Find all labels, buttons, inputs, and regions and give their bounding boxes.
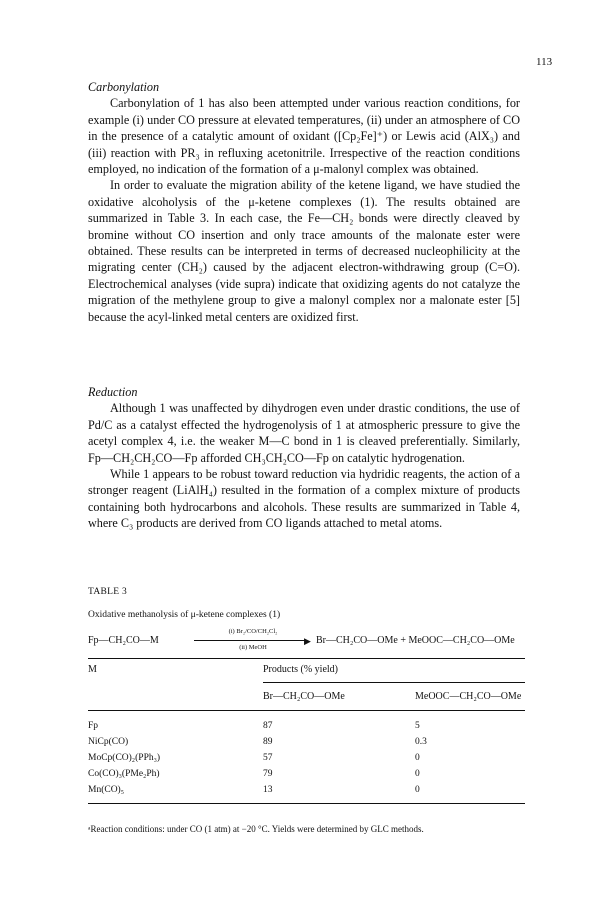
page-number: 113: [536, 56, 553, 68]
arrow-head-icon: ▶: [304, 636, 311, 646]
cell-p2: 0: [415, 785, 420, 795]
cell-p1: 89: [263, 737, 273, 747]
cell-m: Co(CO)₃(PMe₂Ph): [88, 769, 160, 779]
table-title: TABLE 3: [88, 587, 128, 597]
cell-m: NiCp(CO): [88, 737, 129, 747]
reduction-section: [88, 384, 520, 532]
cell-m: Fp: [88, 721, 99, 731]
reaction-products: Br—CH₂CO—OMe + MeOOC—CH₂CO—OMe: [316, 635, 515, 646]
column-header-product-1: Br—CH₂CO—OMe: [263, 691, 345, 702]
table-bottom-rule: [88, 803, 525, 804]
cell-p2: 0.3: [415, 737, 427, 747]
paragraph: In order to evaluate the migration ability of the ketene ligand, we have studied the oxidative alcoholysis of the μ-ketene complexes (1). The results obtained are summarized in Table 3. In each case, the Fe—CH₂ bonds were directly cleaved by bromine without CO insertion and only trace amounts of the malonate ester were obtained. These results can be interpreted in terms of decreased nucleophilicity at the migrating center (CH₂) caused by the adjacent electron-withdrawing group (C=O). Electrochemical analyses (vide supra) indicate that oxidizing agents do not catalyze the migration of the methylene group to give a malonyl complex nor a malonate ester [5] because the acyl-linked metal centers are oxidized first.: [88, 178, 520, 324]
reaction-arrow: [194, 628, 312, 654]
cell-p2: 0: [415, 769, 420, 779]
carbonylation-section: [88, 79, 520, 325]
column-header-products: Products (% yield): [263, 664, 338, 675]
cell-p1: 13: [263, 785, 273, 795]
reaction-scheme: [88, 628, 528, 654]
column-header-m: M: [88, 664, 97, 675]
table-top-rule: [88, 658, 525, 659]
cell-m: Mn(CO)₅: [88, 785, 125, 795]
table-caption: Oxidative methanolysis of μ-ketene complexes (1): [88, 610, 281, 620]
paragraph: Carbonylation of 1 has also been attempted under various reaction conditions, for example (i) under CO pressure at elevated temperatures, (ii) under an atmosphere of CO in the presence of a catalytic amount of oxidant ([Cp₂Fe]⁺) or Lewis acid (AlX₃) and (iii) reaction with PR₃ in refluxing acetonitrile. Irrespective of the reaction conditions employed, no indication of the formation of a μ-malonyl complex was obtained.: [88, 96, 520, 177]
cell-p1: 57: [263, 753, 273, 763]
cell-m: MoCp(CO)₂(PPh₃): [88, 753, 161, 763]
paragraph: Although 1 was unaffected by dihydrogen even under drastic conditions, the use of Pd/C as a catalyst effected the hydrogenolysis of 1 at atmospheric pressure to give the acetyl complex 4, i.e. the weaker M—C bond in 1 is cleaved preferentially. Similarly, Fp—CH₂CH₂CO—Fp afforded CH₃CH₂CO—Fp on catalytic hydrogenation.: [88, 401, 520, 465]
cell-p1: 79: [263, 769, 273, 779]
paragraph: While 1 appears to be robust toward reduction via hydridic reagents, the action of a stronger reagent (LiAlH₄) resulted in the formation of a complex mixture of products containing both hydrocarbons and alcohols. These results are summarized in Table 4, where C₃ products are derived from CO ligands attached to metal atoms.: [88, 467, 520, 531]
cell-p1: 87: [263, 721, 273, 731]
reaction-condition-1: (i) Br₂/CO/CH₂Cl₂: [228, 628, 278, 635]
section-heading-carbonylation: Carbonylation: [88, 80, 160, 94]
cell-p2: 5: [415, 721, 420, 731]
table-footnote: ᵃReaction conditions: under CO (1 atm) at −20 °C. Yields were determined by GLC methods.: [88, 824, 424, 834]
table-header-rule: [88, 710, 525, 711]
products-subheader-rule: [263, 682, 525, 683]
column-header-product-2: MeOOC—CH₂CO—OMe: [415, 691, 522, 702]
section-heading-reduction: Reduction: [88, 385, 138, 399]
arrow-line: [194, 640, 306, 641]
reaction-condition-2: (ii) MeOH: [239, 644, 267, 651]
reaction-reactant: Fp—CH₂CO—M: [88, 635, 159, 646]
cell-p2: 0: [415, 753, 420, 763]
